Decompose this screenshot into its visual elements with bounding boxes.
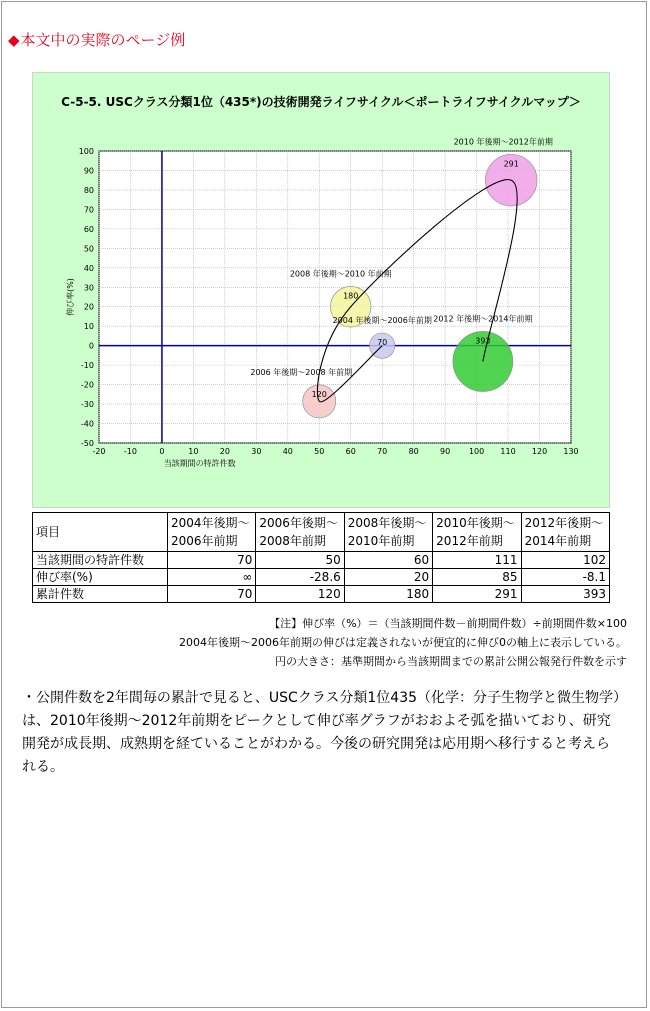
bubble-chart [33, 73, 611, 509]
x-tick-label: 40 [282, 447, 293, 456]
x-tick-label: 50 [314, 447, 325, 456]
bubble-size-label: 120 [311, 389, 327, 399]
y-tick-label: 10 [83, 322, 94, 332]
y-tick-label: -50 [80, 439, 94, 448]
table-row [33, 569, 610, 586]
table-cell: 291 [433, 586, 521, 603]
column-header: 2008年後期～ 2010年前期 [344, 513, 432, 552]
y-tick-label: 100 [78, 147, 94, 156]
column-header: 2010年後期～ 2012年前期 [433, 513, 521, 552]
note-line: 2004年後期～2006年前期の伸びは定義されないが便宜的に伸び0の軸上に表示している。 [179, 636, 627, 649]
y-tick-label: 50 [83, 244, 94, 254]
table-cell: 50 [256, 552, 344, 569]
bubble-size-label: 393 [475, 336, 491, 346]
table-cell: 85 [433, 569, 521, 586]
column-header: 2012年後期～ 2014年前期 [521, 513, 609, 552]
table-cell: 111 [433, 552, 521, 569]
x-tick-label: 110 [500, 447, 516, 456]
x-tick-label: 60 [345, 447, 356, 456]
table-cell: -8.1 [521, 569, 609, 586]
bubble-period-label: 2010 年後期～2012年前期 [453, 137, 553, 147]
y-tick-label: 0 [88, 341, 94, 351]
table-notes [179, 614, 627, 671]
x-tick-label: 130 [563, 447, 579, 456]
chart-title: C-5-5. USCクラス分類1位（435*)の技術開発ライフサイクル＜ポートライフサイクルマップ＞ [61, 95, 581, 109]
body-paragraph: ・公開件数を2年間毎の累計で見ると、USCクラス分類1位435（化学：分子生物学と微生物学）は、2010年後期～2012年前期をピークとして伸び率グラフがおおよそ弧を描いており、研究開発が成長期、成熟期を経ていることがわかる。今後の研究開発は応用期へ移行すると考えられる。 [22, 690, 621, 775]
x-tick-label: 20 [219, 447, 230, 456]
y-tick-label: 90 [83, 166, 94, 176]
bubble-size-label: 70 [377, 338, 388, 348]
bubble-period-label: 2012 年後期～2014年前期 [433, 314, 533, 324]
table-cell: 70 [168, 586, 256, 603]
x-tick-label: 120 [531, 447, 548, 456]
bubble-period-label: 2004 年後期～2006年前期 [332, 316, 432, 326]
table-cell: ∞ [168, 569, 256, 586]
bubble-size-label: 180 [343, 291, 359, 301]
note-line: 円の大きさ：基準期間から当該期間までの累計公開公報発行件数を示す [275, 655, 627, 668]
chart-panel [32, 72, 610, 508]
table-row [33, 552, 610, 569]
row-label: 伸び率(%) [33, 569, 168, 586]
y-tick-label: -40 [80, 419, 94, 429]
table-cell: 20 [344, 569, 432, 586]
table-corner: 項目 [33, 513, 168, 552]
x-tick-label: 100 [468, 447, 485, 456]
x-tick-label: -20 [92, 447, 106, 456]
y-tick-label: 20 [83, 302, 94, 312]
column-header: 2006年後期～ 2008年前期 [256, 513, 344, 552]
table-cell: 180 [344, 586, 432, 603]
table-cell: 102 [521, 552, 609, 569]
bubble-period-label: 2008 年後期～2010 年前期 [289, 269, 392, 279]
bubble-period-label: 2006 年後期～2008 年前期 [250, 367, 353, 377]
row-label: 累計件数 [33, 586, 168, 603]
table-cell: 70 [168, 552, 256, 569]
x-tick-label: 80 [408, 447, 419, 456]
x-tick-label: 10 [188, 447, 199, 456]
heading-text: 本文中の実際のページ例 [20, 31, 186, 49]
y-tick-label: 30 [83, 283, 94, 293]
note-line: 【注】伸び率（%）＝（当該期間件数－前期間件数）÷前期間件数×100 [269, 617, 627, 630]
y-tick-label: 70 [83, 205, 94, 215]
row-label: 当該期間の特許件数 [33, 552, 168, 569]
y-tick-label: 60 [83, 224, 94, 234]
bubble-size-label: 291 [503, 159, 519, 169]
x-tick-label: -10 [123, 447, 138, 456]
y-tick-label: -20 [80, 380, 94, 390]
page-heading [8, 31, 185, 49]
table-cell: 120 [256, 586, 344, 603]
data-table [32, 512, 610, 603]
y-tick-label: 80 [83, 185, 94, 195]
x-tick-label: 90 [440, 447, 451, 456]
x-tick-label: 30 [251, 447, 262, 456]
column-header: 2004年後期～ 2006年前期 [168, 513, 256, 552]
table-cell: 393 [521, 586, 609, 603]
table-row [33, 586, 610, 603]
x-tick-label: 0 [159, 447, 165, 456]
x-tick-label: 70 [377, 447, 388, 456]
table-header-row [33, 513, 610, 552]
y-axis-label: 伸び率(%) [66, 278, 75, 316]
y-tick-label: -10 [80, 361, 94, 371]
table-cell: 60 [344, 552, 432, 569]
x-axis-label: 当該期間の特許件数 [163, 459, 236, 468]
y-tick-label: -30 [80, 400, 94, 410]
table-cell: -28.6 [256, 569, 344, 586]
y-tick-label: 40 [83, 263, 94, 273]
diamond-icon: ◆ [8, 31, 20, 49]
